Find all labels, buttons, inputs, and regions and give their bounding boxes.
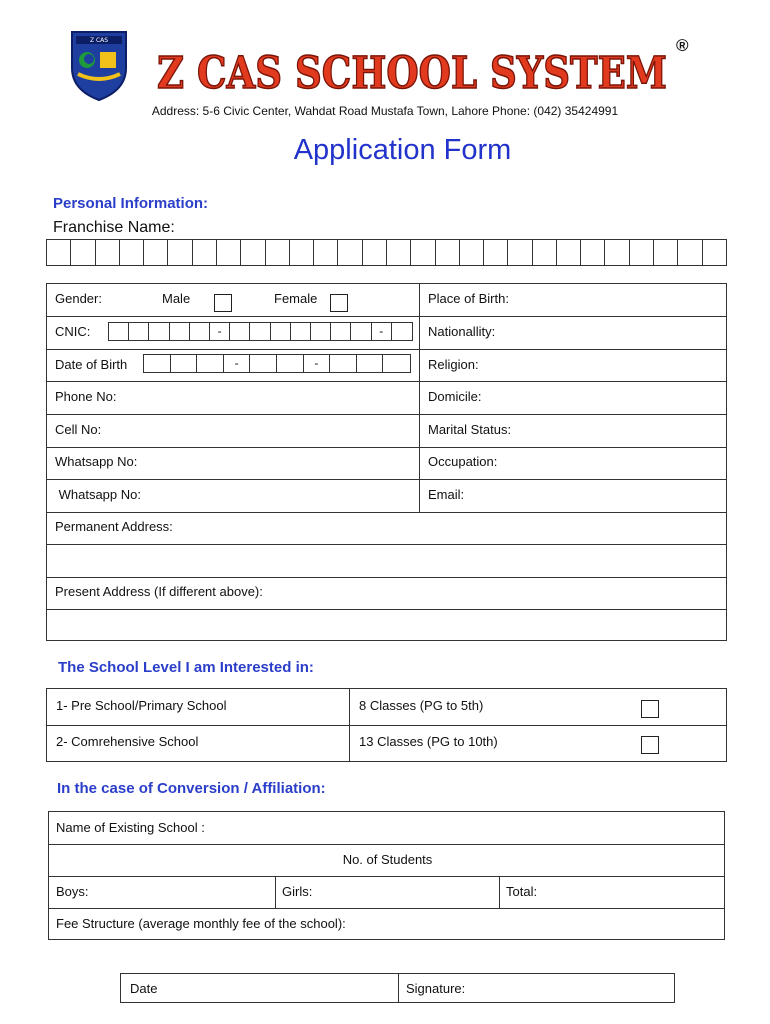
nationality-label: Nationallity: [428,324,496,339]
dob-digit-box[interactable] [383,355,410,372]
email-label: Email: [428,487,465,502]
place-of-birth-label: Place of Birth: [428,291,509,306]
franchise-char-box[interactable] [47,240,71,265]
students-label: No. of Students [342,852,433,867]
franchise-char-box[interactable] [168,240,192,265]
level-2-checkbox[interactable] [641,736,659,754]
franchise-char-box[interactable] [290,240,314,265]
cnic-digit-box[interactable] [331,323,351,340]
gender-label: Gender: [55,291,102,306]
existing-school-label: Name of Existing School : [56,820,205,835]
cnic-digit-box[interactable] [311,323,331,340]
franchise-char-box[interactable] [266,240,290,265]
school-level-table [46,688,727,762]
franchise-char-box[interactable] [508,240,532,265]
cnic-digit-box[interactable] [271,323,291,340]
franchise-char-box[interactable] [557,240,581,265]
domicile-label: Domicile: [428,389,482,404]
svg-text:Z CAS: Z CAS [89,37,109,44]
franchise-name-label: Franchise Name: [53,219,175,236]
male-label: Male [162,291,191,306]
franchise-char-box[interactable] [484,240,508,265]
dob-digit-box[interactable] [144,355,171,372]
franchise-char-box[interactable] [338,240,362,265]
level-1-name: 1- Pre School/Primary School [56,698,227,713]
total-label: Total: [506,884,538,899]
girls-label: Girls: [282,884,313,899]
dob-input-boxes[interactable] [143,354,411,373]
franchise-char-box[interactable] [581,240,605,265]
school-crest-logo [66,28,132,102]
religion-label: Religion: [428,357,479,372]
franchise-name-boxes[interactable] [46,239,727,266]
female-label: Female [274,291,318,306]
marital-status-label: Marital Status: [428,422,512,437]
franchise-char-box[interactable] [460,240,484,265]
franchise-char-box[interactable] [654,240,678,265]
personal-info-table [46,283,727,641]
franchise-char-box[interactable] [144,240,168,265]
cnic-dash: - [372,323,392,340]
dob-dash: - [304,355,331,372]
cnic-label: CNIC: [55,324,91,339]
dob-label: Date of Birth [55,357,128,372]
cnic-digit-box[interactable] [250,323,270,340]
cnic-dash: - [210,323,230,340]
dob-digit-box[interactable] [357,355,384,372]
signature-table [120,973,675,1003]
franchise-char-box[interactable] [120,240,144,265]
cnic-digit-box[interactable] [129,323,149,340]
conversion-table [48,811,725,940]
cnic-digit-box[interactable] [392,323,412,340]
boys-label: Boys: [56,884,89,899]
franchise-char-box[interactable] [363,240,387,265]
cnic-digit-box[interactable] [190,323,210,340]
svg-text:Z CAS SCHOOL SYSTEM: Z CAS SCHOOL SYSTEM [157,48,667,99]
phone-label: Phone No: [55,389,117,404]
registered-mark: ® [676,36,689,55]
present-address-label: Present Address (If different above): [55,584,263,599]
cell-label: Cell No: [55,422,102,437]
cnic-digit-box[interactable] [230,323,250,340]
fee-structure-label: Fee Structure (average monthly fee of the school): [56,916,346,931]
cnic-digit-box[interactable] [351,323,371,340]
cnic-digit-box[interactable] [291,323,311,340]
occupation-label: Occupation: [428,454,498,469]
school-level-heading: The School Level I am Interested in: [58,659,314,676]
conversion-heading: In the case of Conversion / Affiliation: [57,780,326,797]
franchise-char-box[interactable] [193,240,217,265]
cnic-digit-box[interactable] [109,323,129,340]
franchise-char-box[interactable] [96,240,120,265]
franchise-char-box[interactable] [630,240,654,265]
franchise-char-box[interactable] [314,240,338,265]
dob-digit-box[interactable] [197,355,224,372]
level-2-name: 2- Comrehensive School [56,734,199,749]
franchise-char-box[interactable] [217,240,241,265]
franchise-char-box[interactable] [387,240,411,265]
dob-digit-box[interactable] [330,355,357,372]
level-1-classes: 8 Classes (PG to 5th) [359,698,484,713]
dob-digit-box[interactable] [171,355,198,372]
cnic-digit-box[interactable] [170,323,190,340]
franchise-char-box[interactable] [436,240,460,265]
franchise-char-box[interactable] [71,240,95,265]
franchise-char-box[interactable] [411,240,435,265]
dob-digit-box[interactable] [250,355,277,372]
cnic-digit-box[interactable] [149,323,169,340]
dob-dash: - [224,355,251,372]
personal-info-heading: Personal Information: [53,195,209,212]
female-checkbox[interactable] [330,294,348,312]
level-2-classes: 13 Classes (PG to 10th) [359,734,498,749]
level-1-checkbox[interactable] [641,700,659,718]
school-address: Address: 5-6 Civic Center, Wahdat Road Mustafa Town, Lahore Phone: (042) 35424991 [151,104,619,118]
permanent-address-label: Permanent Address: [55,519,173,534]
franchise-char-box[interactable] [605,240,629,265]
brand-wordmark [152,38,672,100]
dob-digit-box[interactable] [277,355,304,372]
franchise-char-box[interactable] [678,240,702,265]
franchise-char-box[interactable] [241,240,265,265]
franchise-char-box[interactable] [703,240,726,265]
form-title: Application Form [293,134,512,166]
cnic-input-boxes[interactable] [108,322,413,341]
whatsapp-label-2: Whatsapp No: [55,487,141,502]
whatsapp-label: Whatsapp No: [55,454,138,469]
date-label: Date [130,981,158,996]
franchise-char-box[interactable] [533,240,557,265]
signature-label: Signature: [406,981,466,996]
male-checkbox[interactable] [214,294,232,312]
